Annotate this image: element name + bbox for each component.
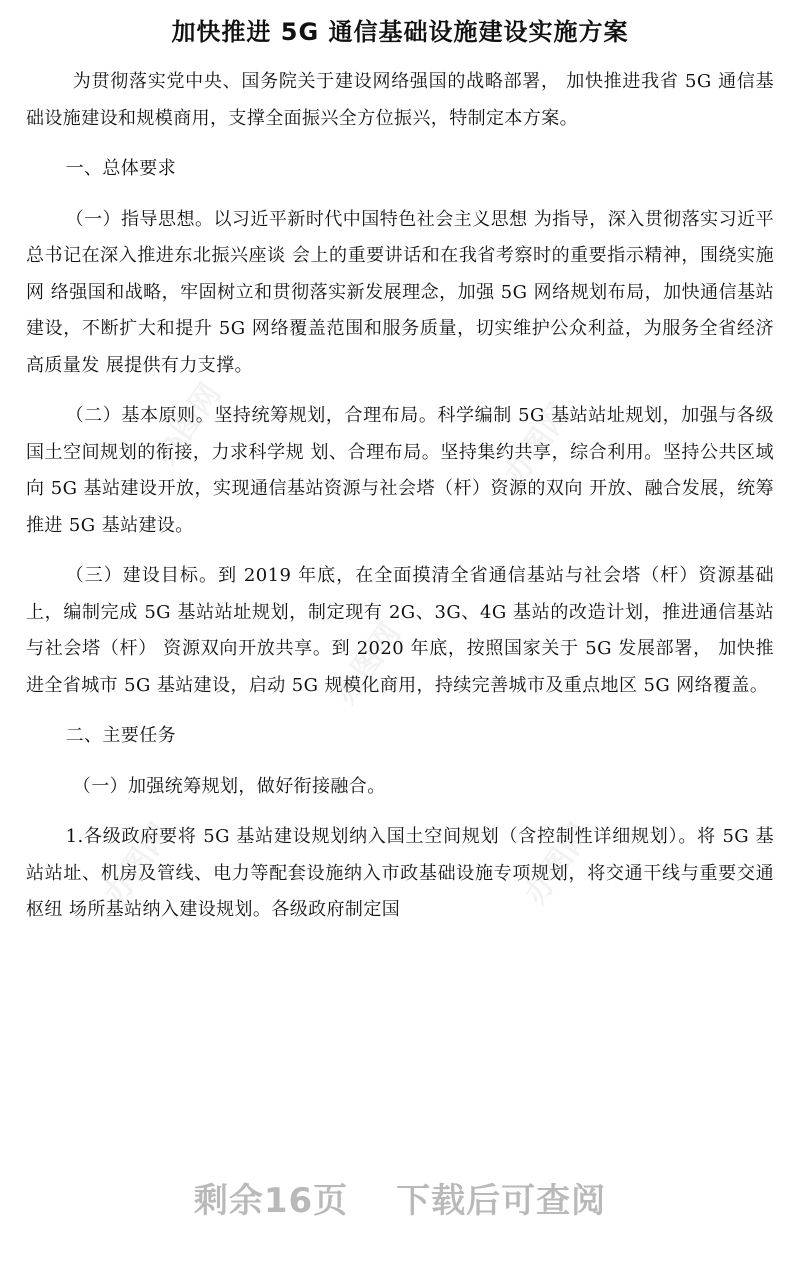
- section-heading-main-tasks: 二、主要任务: [65, 725, 176, 746]
- subheading-planning: （一）加强统筹规划，做好衔接融合。: [72, 775, 386, 797]
- list-item-1: 1.各级政府要将 5G 基站建设规划纳入国土空间规划（含控制性详细规划）。将 5G 基站站址、机房及管线、电力等配套设施纳入市政基础设施专项规划，将交通干线与重要交通枢纽 场所基站纳入建设规划。各级政府制定国: [26, 826, 774, 920]
- watermark: 办图网: [327, 617, 409, 711]
- document-title: 加快推进 5G 通信基础设施建设实施方案: [171, 18, 629, 46]
- download-prompt-text: 下载后可查阅: [396, 1181, 607, 1221]
- paragraph-basic-principles: （二）基本原则。坚持统筹规划，合理布局。科学编制 5G 基站站址规划，加强与各级国土空间规划的衔接，力求科学规 划、合理布局。坚持集约共享，综合利用。坚持公共区域向 5G 基站建设开放，实现通信基站资源与社会塔（杆）资源的双向 开放、融合发展，统筹推进 5G 基站建设。: [26, 405, 774, 536]
- watermark: 办图网: [147, 377, 229, 471]
- watermark: 办图网: [97, 817, 179, 911]
- remaining-pages-banner[interactable]: [0, 1176, 800, 1226]
- intro-paragraph: 为贯彻落实党中央、国务院关于建设网络强国的战略部署， 加快推进我省 5G 通信基础设施建设和规模商用，支撑全面振兴全方位振兴，特制定本方案。: [26, 71, 774, 129]
- watermark: 办图网: [517, 817, 599, 911]
- paragraph-guiding-ideology: （一）指导思想。以习近平新时代中国特色社会主义思想 为指导，深入贯彻落实习近平总书记在深入推进东北振兴座谈 会上的重要讲话和在我省考察时的重要指示精神，围绕实施网 络强国和战略，牢固树立和贯彻落实新发展理念，加强 5G 网络规划布局，加快通信基站建设，不断扩大和提升 5G 网络覆盖范围和服务质量，切实维护公众利益，为服务全省经济高质量发 展提供有力支撑。: [26, 208, 774, 376]
- remaining-pages-text: 剩余16页: [193, 1181, 349, 1221]
- paragraph-construction-goals: （三）建设目标。到 2019 年底，在全面摸清全省通信基站与社会塔（杆）资源基础上，编制完成 5G 基站站址规划，制定现有 2G、3G、4G 基站的改造计划，推进通信基站与社会塔（杆） 资源双向开放共享。到 2020 年底，按照国家关于 5G 发展部署， 加快推进全省城市 5G 基站建设，启动 5G 规模化商用，持续完善城市及重点地区 5G 网络覆盖。: [26, 565, 774, 696]
- document-body: [26, 64, 774, 943]
- section-heading-general-requirements: 一、总体要求: [65, 158, 176, 179]
- watermark: 办图网: [497, 397, 579, 491]
